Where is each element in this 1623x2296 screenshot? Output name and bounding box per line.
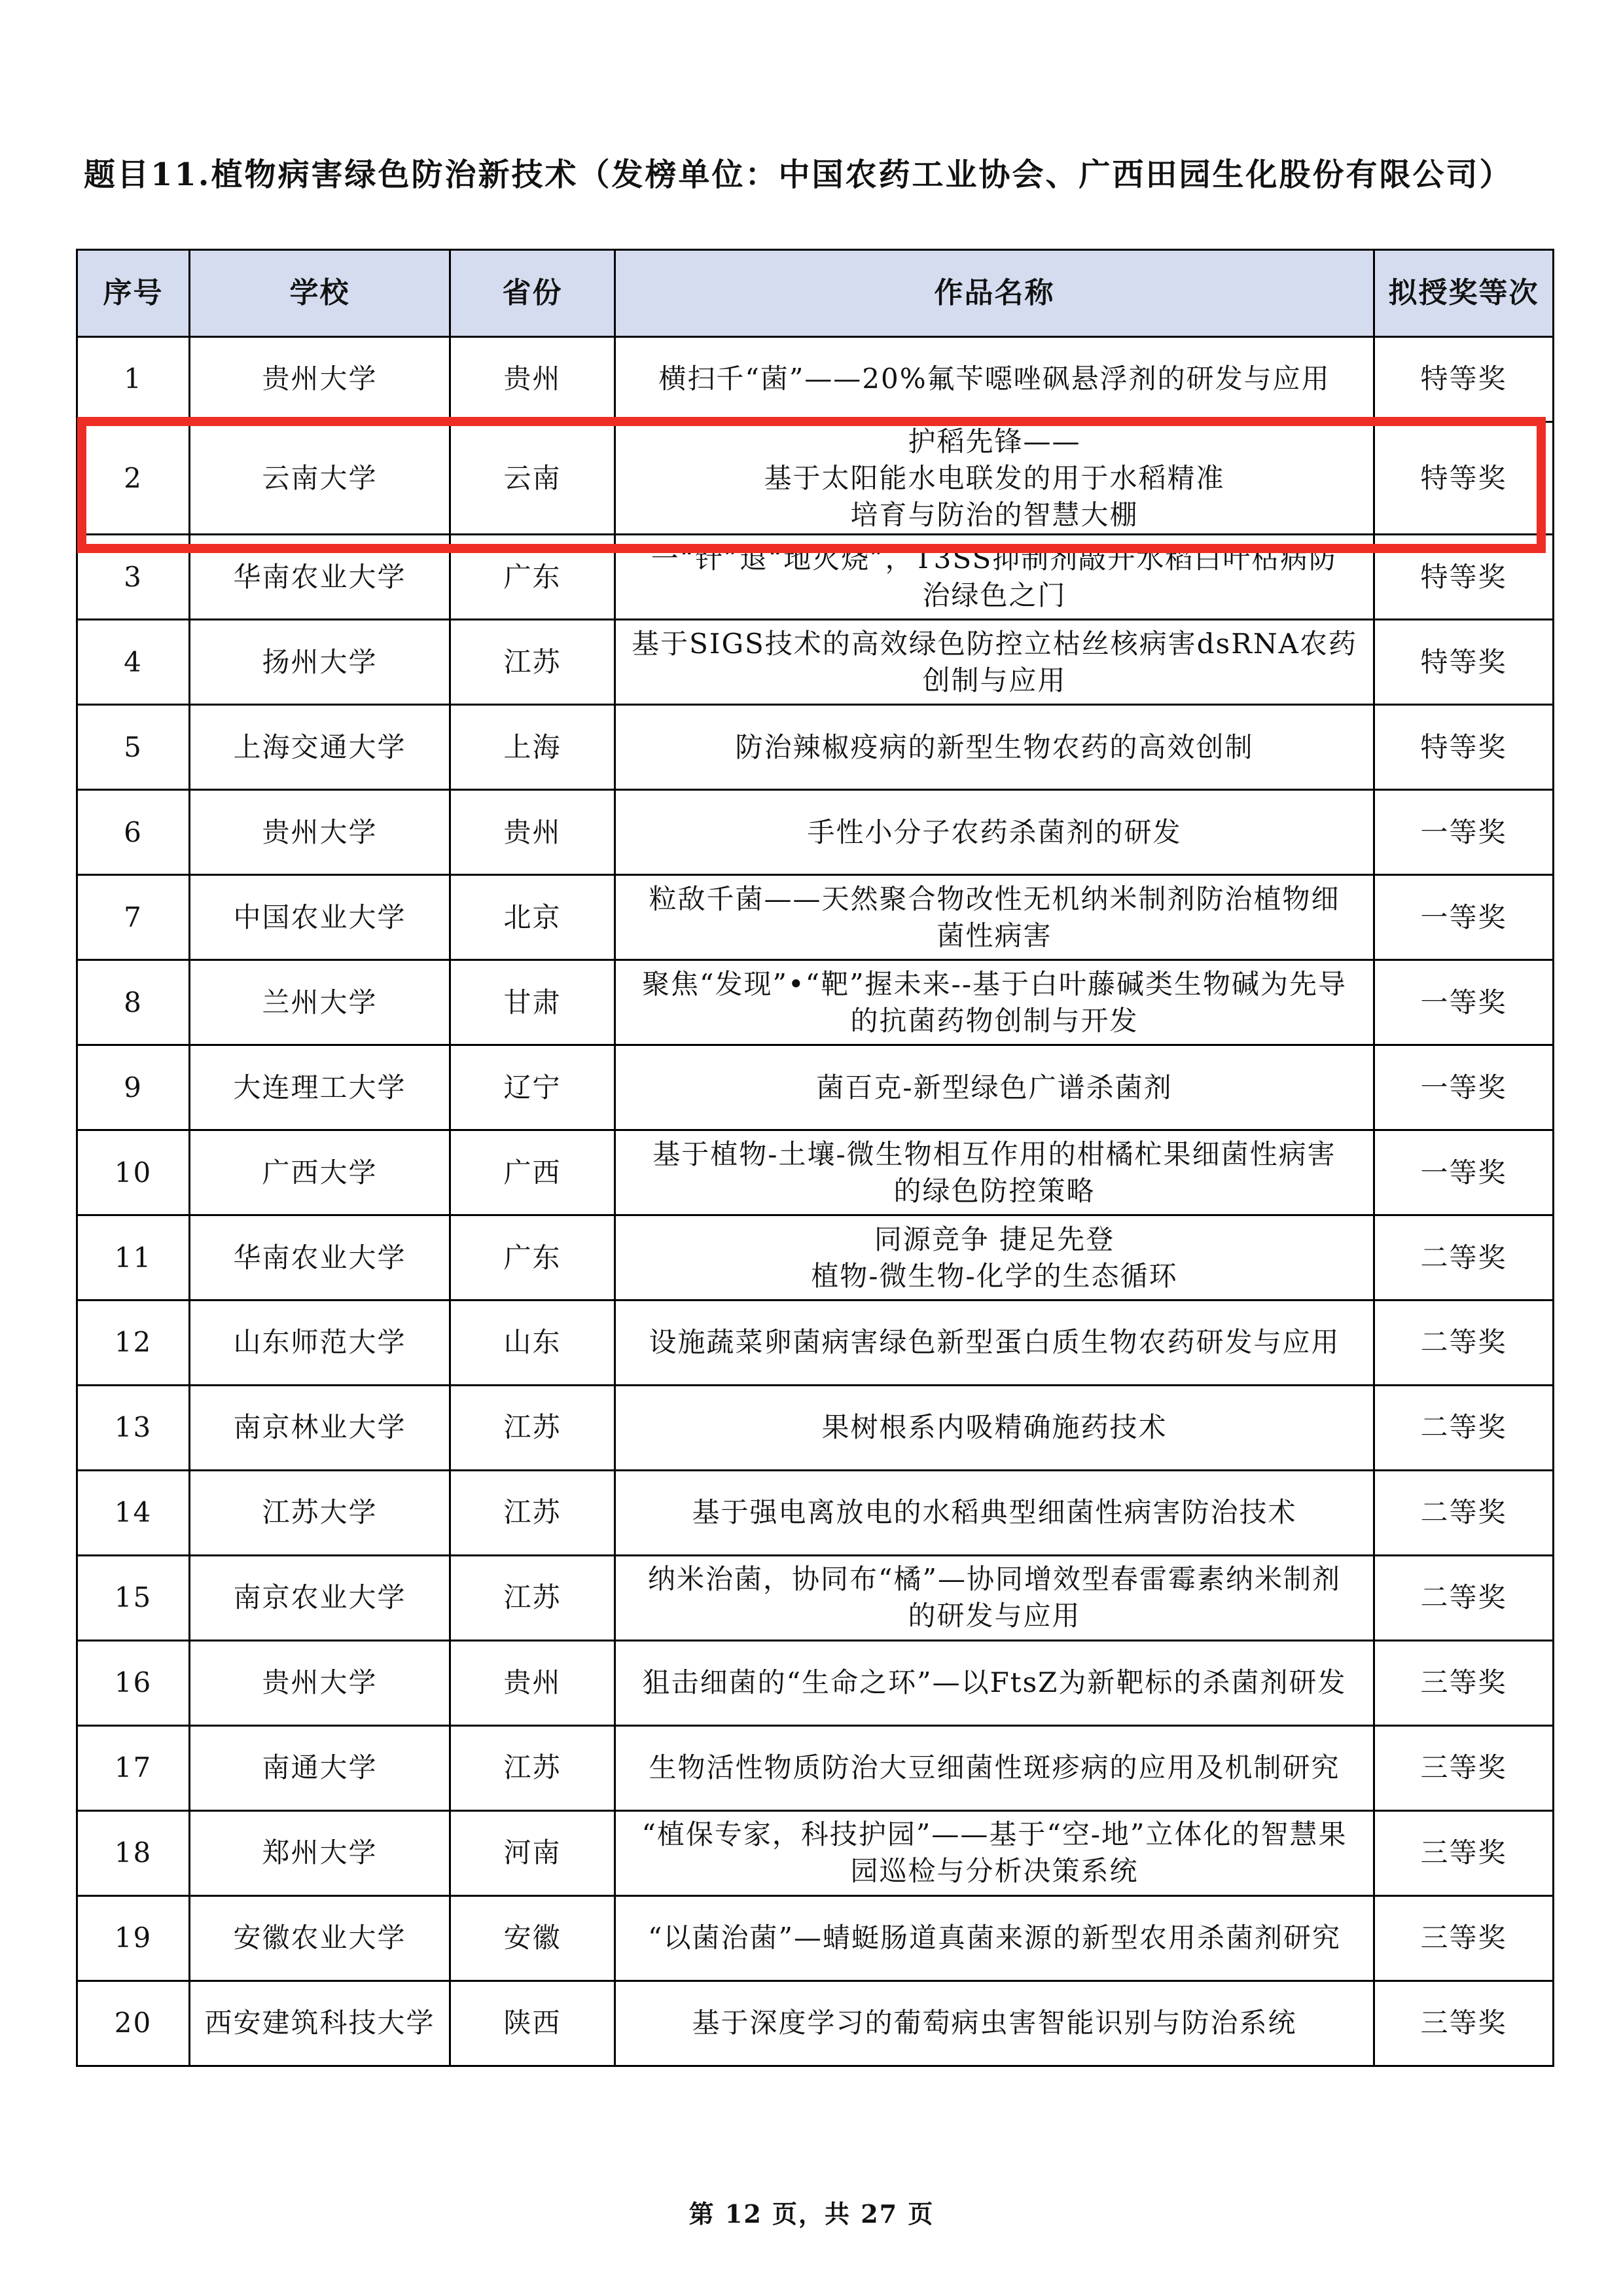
- row-award: 二等奖: [1374, 1555, 1554, 1640]
- row-work: [615, 1385, 1374, 1470]
- row-school: 华南农业大学: [190, 1215, 450, 1300]
- table-row: [77, 535, 1554, 620]
- row-school: 大连理工大学: [190, 1045, 450, 1130]
- work-title-line: 纳米治菌，协同布“橘”—协同增效型春雷霉素纳米制剂: [648, 1563, 1341, 1596]
- row-no: 4: [77, 620, 190, 705]
- row-no: 8: [77, 960, 190, 1045]
- row-work: [615, 705, 1374, 790]
- row-province: 江苏: [450, 1470, 615, 1555]
- row-school: 安徽农业大学: [190, 1895, 450, 1981]
- work-title-line: 治绿色之门: [922, 579, 1067, 611]
- work-title-line: 的绿色防控策略: [893, 1174, 1096, 1207]
- header-school: 学校: [190, 250, 450, 337]
- row-work: [615, 1640, 1374, 1725]
- row-school: 上海交通大学: [190, 705, 450, 790]
- row-school: 贵州大学: [190, 790, 450, 875]
- row-work: [615, 1810, 1374, 1895]
- row-work: [615, 620, 1374, 705]
- table-row: [77, 1895, 1554, 1981]
- work-title-line: “以菌治菌”—蜻蜓肠道真菌来源的新型农用杀菌剂研究: [648, 1922, 1341, 1954]
- row-no: 13: [77, 1385, 190, 1470]
- table-row: [77, 1045, 1554, 1130]
- row-province: 河南: [450, 1810, 615, 1895]
- row-work: [615, 875, 1374, 960]
- row-work: [615, 1725, 1374, 1810]
- row-province: 陕西: [450, 1981, 615, 2066]
- table-row: [77, 875, 1554, 960]
- row-work: [615, 535, 1374, 620]
- row-award: 三等奖: [1374, 1981, 1554, 2066]
- row-school: 山东师范大学: [190, 1300, 450, 1385]
- row-school: 郑州大学: [190, 1810, 450, 1895]
- work-title-line: 菌性病害: [936, 919, 1052, 952]
- row-no: 7: [77, 875, 190, 960]
- work-title-line: 基于SIGS技术的高效绿色防控立枯丝核病害dsRNA农药: [632, 627, 1357, 660]
- row-work: [615, 1130, 1374, 1215]
- work-title-line: 的抗菌药物创制与开发: [850, 1004, 1139, 1037]
- work-title-line: 植物-微生物-化学的生态循环: [811, 1259, 1178, 1292]
- work-title-line: 狙击细菌的“生命之环”—以FtsZ为新靶标的杀菌剂研发: [642, 1666, 1347, 1699]
- row-work: [615, 1215, 1374, 1300]
- row-province: 甘肃: [450, 960, 615, 1045]
- table-row: [77, 1300, 1554, 1385]
- row-award: 特等奖: [1374, 422, 1554, 534]
- row-province: 辽宁: [450, 1045, 615, 1130]
- row-no: 10: [77, 1130, 190, 1215]
- work-title-line: 护稻先锋——: [908, 425, 1081, 457]
- row-no: 20: [77, 1981, 190, 2066]
- table-row: [77, 960, 1554, 1045]
- table-row: [77, 1555, 1554, 1640]
- row-work: [615, 1470, 1374, 1555]
- table-header-row: [77, 250, 1554, 337]
- row-province: 上海: [450, 705, 615, 790]
- work-title-line: 同源竞争 捷足先登: [874, 1223, 1115, 1255]
- row-no: 16: [77, 1640, 190, 1725]
- row-province: 江苏: [450, 620, 615, 705]
- row-award: 一等奖: [1374, 960, 1554, 1045]
- row-school: 江苏大学: [190, 1470, 450, 1555]
- header-work: 作品名称: [615, 250, 1374, 337]
- work-title-line: 培育与防治的智慧大棚: [850, 498, 1139, 531]
- page-number: 第 12 页，共 27 页: [688, 2199, 935, 2229]
- row-province: 广西: [450, 1130, 615, 1215]
- row-no: 6: [77, 790, 190, 875]
- row-award: 特等奖: [1374, 337, 1554, 422]
- row-no: 15: [77, 1555, 190, 1640]
- row-no: 3: [77, 535, 190, 620]
- row-school: 中国农业大学: [190, 875, 450, 960]
- row-province: 江苏: [450, 1555, 615, 1640]
- row-school: 扬州大学: [190, 620, 450, 705]
- row-work: [615, 960, 1374, 1045]
- work-title-line: 聚焦“发现”•“靶”握未来--基于白叶藤碱类生物碱为先导: [641, 967, 1347, 1000]
- row-work: [615, 790, 1374, 875]
- table-row: [77, 790, 1554, 875]
- row-award: 二等奖: [1374, 1385, 1554, 1470]
- work-title-line: 园巡检与分析决策系统: [850, 1855, 1139, 1888]
- row-work: [615, 1555, 1374, 1640]
- row-school: 华南农业大学: [190, 535, 450, 620]
- row-award: 三等奖: [1374, 1810, 1554, 1895]
- row-province: 安徽: [450, 1895, 615, 1981]
- row-school: 兰州大学: [190, 960, 450, 1045]
- table-row: [77, 1981, 1554, 2066]
- row-school: 广西大学: [190, 1130, 450, 1215]
- row-school: 南通大学: [190, 1725, 450, 1810]
- row-province: 江苏: [450, 1725, 615, 1810]
- row-no: 19: [77, 1895, 190, 1981]
- row-award: 三等奖: [1374, 1895, 1554, 1981]
- row-work: [615, 422, 1374, 534]
- row-province: 云南: [450, 422, 615, 534]
- row-province: 山东: [450, 1300, 615, 1385]
- row-school: 云南大学: [190, 422, 450, 534]
- table-row: [77, 1130, 1554, 1215]
- work-title-line: 横扫千“菌”——20%氟苄噁唑砜悬浮剂的研发与应用: [658, 363, 1330, 395]
- header-province: 省份: [450, 250, 615, 337]
- row-school: 贵州大学: [190, 1640, 450, 1725]
- row-no: 11: [77, 1215, 190, 1300]
- table-row: [77, 422, 1554, 534]
- row-work: [615, 1895, 1374, 1981]
- work-title-line: 果树根系内吸精确施药技术: [821, 1411, 1168, 1444]
- table-row: [77, 1725, 1554, 1810]
- row-no: 14: [77, 1470, 190, 1555]
- row-award: 二等奖: [1374, 1470, 1554, 1555]
- table-row: [77, 705, 1554, 790]
- row-work: [615, 1981, 1374, 2066]
- row-award: 二等奖: [1374, 1215, 1554, 1300]
- row-no: 12: [77, 1300, 190, 1385]
- table-row: [77, 620, 1554, 705]
- work-title-line: 创制与应用: [922, 664, 1067, 696]
- table-row: [77, 1640, 1554, 1725]
- work-title-line: 基于深度学习的葡萄病虫害智能识别与防治系统: [692, 2007, 1297, 2039]
- row-award: 特等奖: [1374, 535, 1554, 620]
- row-no: 9: [77, 1045, 190, 1130]
- work-title-line: 基于植物-土壤-微生物相互作用的柑橘杧果细菌性病害: [652, 1138, 1336, 1170]
- work-title-line: 基于太阳能水电联发的用于水稻精准: [764, 461, 1225, 494]
- work-title-line: 一“针”退“地火烧”，T3SS抑制剂敲开水稻白叶枯病防: [651, 542, 1338, 575]
- table-row: [77, 1215, 1554, 1300]
- row-province: 贵州: [450, 790, 615, 875]
- row-province: 北京: [450, 875, 615, 960]
- row-school: 贵州大学: [190, 337, 450, 422]
- row-work: [615, 1045, 1374, 1130]
- table-row: [77, 337, 1554, 422]
- row-award: 三等奖: [1374, 1725, 1554, 1810]
- work-title-line: 基于强电离放电的水稻典型细菌性病害防治技术: [692, 1496, 1297, 1529]
- table-row: [77, 1810, 1554, 1895]
- row-award: 一等奖: [1374, 1130, 1554, 1215]
- row-school: 西安建筑科技大学: [190, 1981, 450, 2066]
- awards-table: [76, 249, 1554, 2067]
- header-award: 拟授奖等次: [1374, 250, 1554, 337]
- table-body: [77, 337, 1554, 2066]
- table-row: [77, 1385, 1554, 1470]
- work-title-line: 设施蔬菜卵菌病害绿色新型蛋白质生物农药研发与应用: [649, 1326, 1340, 1359]
- header-no: 序号: [77, 250, 190, 337]
- row-no: 1: [77, 337, 190, 422]
- row-school: 南京农业大学: [190, 1555, 450, 1640]
- row-province: 贵州: [450, 337, 615, 422]
- work-title-line: 粒敌千菌——天然聚合物改性无机纳米制剂防治植物细: [649, 882, 1340, 915]
- work-title-line: 防治辣椒疫病的新型生物农药的高效创制: [735, 730, 1254, 763]
- table-row: [77, 1470, 1554, 1555]
- row-award: 二等奖: [1374, 1300, 1554, 1385]
- row-province: 贵州: [450, 1640, 615, 1725]
- row-province: 广东: [450, 1215, 615, 1300]
- row-work: [615, 1300, 1374, 1385]
- work-title-line: 菌百克-新型绿色广谱杀菌剂: [816, 1071, 1173, 1103]
- row-no: 5: [77, 705, 190, 790]
- row-award: 特等奖: [1374, 620, 1554, 705]
- row-award: 一等奖: [1374, 790, 1554, 875]
- row-school: 南京林业大学: [190, 1385, 450, 1470]
- row-award: 三等奖: [1374, 1640, 1554, 1725]
- row-award: 特等奖: [1374, 705, 1554, 790]
- work-title-line: “植保专家，科技护园”——基于“空-地”立体化的智慧果: [641, 1818, 1347, 1851]
- row-award: 一等奖: [1374, 875, 1554, 960]
- work-title-line: 的研发与应用: [908, 1600, 1081, 1632]
- row-province: 江苏: [450, 1385, 615, 1470]
- page-title: 题目11.植物病害绿色防治新技术（发榜单位：中国农药工业协会、广西田园生化股份有限公司）: [84, 156, 1513, 193]
- row-work: [615, 337, 1374, 422]
- row-no: 17: [77, 1725, 190, 1810]
- work-title-line: 手性小分子农药杀菌剂的研发: [807, 816, 1182, 848]
- row-province: 广东: [450, 535, 615, 620]
- row-no: 2: [77, 422, 190, 534]
- row-no: 18: [77, 1810, 190, 1895]
- work-title-line: 生物活性物质防治大豆细菌性斑疹病的应用及机制研究: [649, 1751, 1340, 1784]
- row-award: 一等奖: [1374, 1045, 1554, 1130]
